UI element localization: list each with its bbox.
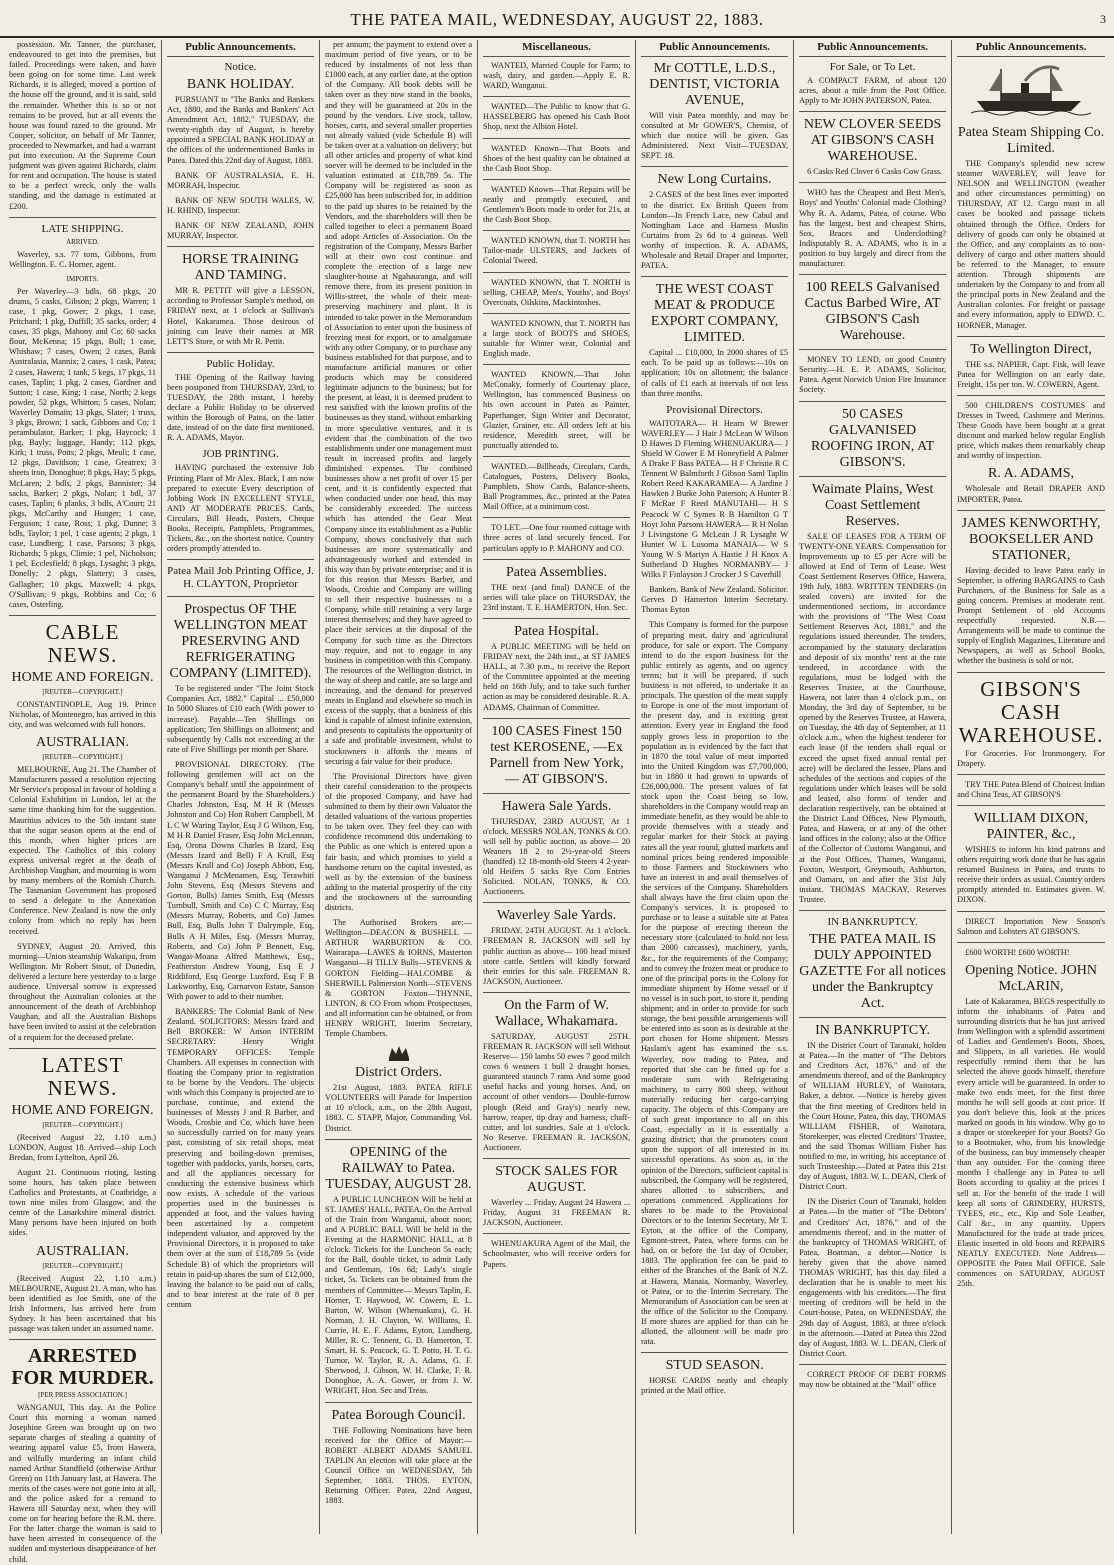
column-header: Public Announcements. [799,40,946,57]
article-text: A PUBLIC MEETING will be held on FRIDAY next, the 24th inst., at ST JAMES HALL, at 7.30 p.m., to receive the Report of the Committee appointed at the meeting held on 16th July, and to take such further action as may be considered desirable. R. A. ADAMS, Chairman of Committee. [483,641,631,712]
column-5 [636,40,794,1534]
page-number: 3 [1100,12,1106,26]
column-rule [799,401,946,402]
column-rule [167,559,314,560]
column-rule [799,476,946,477]
byline: ARRIVED. [66,237,99,246]
article-text: For Groceries. For Ironmongery. For Drapery. [957,748,1105,768]
headline: BANK HOLIDAY. [186,77,295,92]
byline: IMPORTS. [66,274,99,283]
article-text: Capital ... £10,000, In 2000 shares of £5 each. To be paid up as follows:—10s on application; 10s on allotment; the balance of calls of £1 each at intervals of not less than three months. [641,348,789,398]
article-text: A COMPACT FARM, of about 120 acres, about a mile from the Post Office. Apply to Mr JOHN PATERSON, Patea. [799,76,947,106]
column-rule [483,992,630,993]
headline: ARRESTED FOR MURDER. [11,1345,154,1390]
headline: Patea Assemblies. [506,564,608,580]
column-rule [799,910,946,911]
column-header: Public Announcements. [167,40,314,57]
article-text: IN the District Court of Taranaki, holden at Patea.—In the matter of "The Debtors and Creditors Act, 1876," and of the amendments thereof, and of the Bankruptcy of WILLIAM HURLEY, of Waitotara, Baker, a debtor. —Notice is hereby given that the first meeting of Creditors held in the Court House, Patea, this day, THOMAS WILLIAM FISHER, of Waitotara, Storekeeper, was elected Creditors' Trustee, and the said Thomas William Fisher has notified to me, in writing, his acceptance of such Trusteeship.—Dated at Patea this 21st day of August, 1883. W. L. DEAN, Clerk of District Court. [799,1040,947,1192]
article-text: WAITOTARA— H Hearn W Brewer WAVERLEY— J Hair J McLean W Wilson D Hawes D Fleming WHENUAKURA— J Shield W Gower E M Honeyfield A Palmer A Drake F Bass PATEA— H F Christie R C Tennent W Balmforth J Gibson Saml Taplin Robert Reed KAKARAMEA— A Jardine J Hawken J Burke John Paterson; A Hunter R F McRae F Reed MANUTAHI— H S Peacock W C Symes R B Hamilton G T Hoyt John Parsons HAWERA— R H Nolan J Livingstone G McLean J R Lysaght W Hunter W L Lusoma MANAIA— W S Young W S Martyn A Hastie J H Knox A Sutherland D Hughes NORMANBY— J Wilks F Finlayson J Crocker J S Caverhill [641,418,789,580]
column-rule [167,246,314,247]
article-text: TO LET.—One four roomed cottage with three acres of land securely fenced. For particulars apply to P. MAHONY and CO. [483,523,631,553]
masthead [0,0,1114,38]
article-text: 6 Casks Red Clover 6 Casks Cow Grass. [807,167,943,177]
article-text: PROVISIONAL DIRECTORY. (The following gentlemen will act on the Company's behalf until the appointment of the permanent Board by the Shareholders.) Charles Johnston, Esq, M H R (Messrs Johnston and Co) Hon Robert Campbell, M L C W Waring Taylor, Esq J G Wilson, Esq, M H R Daniel Fraser, Esq John McLennan, Esq, Orona Downs Charles B Izard, Esq (Messrs Izard and Bell) F A Krull, Esq (Messrs Krull and Co) Joseph Abbott, Esq, Wanganui J McMenamen, Esq, Terawhiti John Stevens, Esq (Messrs Stevens and Gorton, Bulls) James Smith, Esq (Messrs Turnbull, Smith and Co) C C Murray, Esq (Messrs Murray, Roberts, and Co) James Bull, Esq, Bulls John T Dalrymple, Esq, Bulls A H Miles, Esq. (Messrs Murray, Roberts, and Co) John P Bennett, Esq, Wangai-Moana Alfred Matthews, Esq., Featherston Andrew Young, Esq E J Riddiford, Esq George Luxford, Esq F B Larkworthy, Esq, Carnarvon Estate, Sanson With power to add to their number. [167,759,315,1002]
article-text: FRIDAY, 24TH AUGUST. At 1 o'clock. FREEMAN R. JACKSON will sell by public auction as above— 100 head mixed store cattle. Settlers will kindly forward their entries for this sale. FREEMAN R. JACKSON, Auctioneer. [483,926,631,986]
headline: New Long Curtains. [657,172,772,188]
article-text: SATURDAY, AUGUST 25TH. FREEMAN R. JACKSON will sell Without Reserve— 150 lambs 50 ewes 7 good milch cows 6 weaners 1 bull 2 draught horses, guaranteed staunch 7 rams And some good useful hacks and young horses. And, on account of other vendors— Double-furrow plough (Reid and Gray's) nearly new, harrow, reaper, tip dray and harness, chaff-cutter, and lot sundries. Sale at 1 o'clock. No Reserve. FREEMAN R. JACKSON, Auctioneer. [483,1031,631,1152]
article-text: CONSTANTINOPLE, Aug 19. Prince Nicholas, of Montenegro, has arrived in this city, and was welcomed with full honors. [9,699,157,729]
article-text: CORRECT PROOF OF DEBT FORMS may now be obtained at the "Mail" office [799,1369,947,1389]
column-4 [478,40,636,1534]
article-text: per annum; the payment to extend over a maximum period of five years, or to be reduced by instalments of not less than £1000 each, at any earlier date, at the option of the Company. All book debts will be taken over as they now stand in the books, and they will be guaranteed at 20s in the pound by the vendors. Live stock, tallow, horses, carts, and several smaller properties not already valued (vide Schedule B) will be taken over at a valuation on delivery; but all other articles and property of what kind soever will be deemed to be included in the valuation estimated at £18,789 5s. The Company will be registered as soon as £25,000 has been subscribed for, in addition to the paid up shares to be retained by the Vendors, and the shareholders will then be called together to elect a permanent Board and adopt Articles of Association. On the registration of the Company, Messrs Barber will at their own cost continue and complete the erection of a large new slaughter-house at Ngahauranga, and will remove there, from its present position in Willis-street, the whole of their meat-preserving machinery and plant. It is intended to take power in the Memorandum of Association to enter upon the business of freezing meat for export, or to amalgamate with any other Company, or to purchase any business established for that purpose, and to manufacture artificial manures or other products which may be considered legitimate adjuncts to the business; but for the present, at least, it is deemed prudent to rest satisfied with the known profits of the businesses as they stand, without embarking in more speculative ventures, and it is evident that the combination of the two establishments under one management must result in increased profits and largely diminished expenses. The combined businesses show a net profit of over 15 per cent, and it is confidently expected that when conducted under one head, this may be considerably exceeded. The success which has attended the Gear Meat Company since its establishment as a Public Company, shows conclusively that such businesses are more systematically and advantageously worked and extended in this way than by private enterprise; and it is for this reason that Messrs Barber, and Woods, Crosbie and Company are willing to sell their respective businesses to a Company, while still retaining a very large interest themselves; and they have agreed to place their services at the disposal of the Company for such time as the Directors may require, and not to engage in any business in competition with this Company. The resources of the Wellington district, in the way of sheep and cattle, are so large and increasing, and the demand for preserved meats in England and elsewhere so much in excess of the supply, that a business of this kind is capable of almost infinite extension, and presents to capitalists the opportunity of a safe and profitable investment, whilst to stockowners it affords the means of securing a fair value for their produce. [325,40,473,766]
byline: [REUTER—COPYRIGHT.] [42,1120,123,1129]
column-rule [957,911,1105,912]
column-rule [641,276,788,277]
article-text: THE Company's splendid new screw steamer WAVERLEY, will leave for NELSON and WELLINGTON (weather and other circumstances permitting) on THURSDAY, AT 12. Cargo must in all cases be booked and passage tickets obtained through the Office. Orders for delivery of goods can only be obtained at the Office, and any complaints as to non-delivery of cargo and other matters should be referred to the Manager, to ensure attention. Through shipments are undertaken by the Company to and from all the principal ports in New Zealand and the Australian colonies. For freight or passage and every information, apply to EDWD. C. HORNER, Manager. [957,159,1105,330]
steamship-icon [971,61,1091,121]
article-text: The Provisional Directors have given their careful consideration to the prospects of the proposed Company, and have had submitted to them by their own Valuator the detailed valuations of the various properties to be taken over. They feel they can with confidence recommend this undertaking to the Public as one which is entered upon a fair basis, and which promises to yield a handsome return on the capital invested, as well as by the extension of the business adding to the material prosperity of the city and the stockowners of the surrounding districts. [325,771,473,912]
column-rule [483,313,630,314]
article-text: DIRECT Importation New Season's Salmon and Lobsters AT GIBSON'S. [957,916,1105,936]
headline: On the Farm of W. Wallace, Whakamara. [495,997,618,1029]
headline: Provisional Directors. [666,403,763,416]
headline: HOME AND FOREIGN. [11,669,154,685]
article-text: This Company is formed for the purpose of preparing meat, dairy and agricultural produce, for sale or export. The Company intend to do the export business for the public entirely as agents, and on agency terms; but it will be prepared, if such business is not offered, to undertake it as principals. The question of the meat supply to Europe is one of the most important of the present day, and is exciting great attention. Every year in England the food supply grows less in proportion to the population as is evidenced by the fact that in 1870 the total value of meat imported into the United Kingdom was £7,700,000, but in 1880 it had grown to upwards of £26,000,000. The present values of fat stock upon the Coast being so low, shareholders in the Company would reap an immediate benefit, as they would be able to provide themselves with a steady and regular market for their Stock at paying rates all the year round, glutted markets and nominal prices being rendered impossible to those Farmers and Stockowners who have an interest in and avail themselves of the services of the Company. Shareholders shall always have the first claim upon the Company's services. It is proposed to purchase or to lease a suitable site at Patea for the purpose of erecting thereon the necessary store (calculated to hold not less than 2000 carcasses), machinery, yards, &c., for the requirements of the Company; and to convey the frozen meat or produce to one of the principal ports in the Colony for immediate shipment by Home vessel or if no vessel is in such port, to store it, pending shipment; and in order to provide for such storage, the best possible arrangements will be entered into as soon as is desirable at the port chosen for Home shipment. Messrs Haslam's agent has examined the s.s. Waverley, now trading to Patea, and reported that she can be fitted up for a moderate sum with Refrigerating machinery, to carry 800 sheep, without materially reducing her cargo-carrying capacity. The objects of this Company are of such great importance to all on this Coast, especially as it is essentially a grazing district; that the promoters count upon the support of all interested in its successful operations. As soon as, in the opinion of the Directors, sufficient capital is subscribed, the Company will be registered, shares allotted to subscribers, and operations commenced. Applications for shares to be made to the Provisional Directors or to the Interim Secretary, Mr T. Eyton, at the office of the Company, Egmont-street, Patea, where forms can be had, on or before the 1st day of October, 1883. The application fee can be paid to either of the Branches of the Bank of N.Z. at Hawera, Manaia, Normanby, Waverley, or Patea, or to the Interim Secretary. The Memorandum of Association can be seen at the office of the Solicitor to the Company. If more shares are applied for than can be allotted, the allotment will be made pro rata. [641,620,789,1347]
article-text: HAVING purchased the extensive Job Printing Plant of Mr Alex. Black, I am now prepared to execute Every description of Jobbing Work IN EXCELLENT STYLE, AND AT MODERATE PRICES. Cards, Circulars, Bill Heads, Posters, Cheque Books, Receipts, Pamphlets, Programmes, Tickets, &c., on the shortest notice. Country orders promptly attended to. [167,463,315,554]
column-rule [483,230,630,231]
column-header: Public Announcements. [957,40,1105,57]
column-rule [957,336,1105,337]
article-text: WANTED, Married Couple for Farm; to wash, dairy, and garden.—Apply E. R. WARD, Wanganui. [483,61,631,91]
article-text: BANKERS: The Colonial Bank of New Zealand. SOLICITORS: Messrs Izard and Bell BROKER: W Anson INTERIM SECRETARY: Henry Wright TEMPORARY OFFICES: Temple Chambers. All expenses in connection with floating the Company prior to registration to be borne by the Vendors. The objects with which this Company is projected are to purchase, continue, and extend the businesses of Messrs J and R Barber, and Woods, Crosbie and Co, which have been so successfully carried on for many years past, consisting of six retail shops, meat preserving and boiling-down premises, together with paddocks, yards, horses, carts, and all the appliances necessary for conducting the extensive business which now exists. A schedule of the various properties used in the businesses is appended at foot, and the values having been ascertained by a competent independent valuator, and approved by the Provisional Directors, it is proposed to take them over at the sum of £18,789 5s (vide Schedule B) of which the proprietors will retain in paid-up shares the sum of £12,000, leaving the balance to be paid out of calls, and to bear interest at the rate of 8 per centum [167,1007,315,1309]
column-rule [799,274,946,275]
article-text: BANK OF NEW ZEALAND, JOHN MURRAY, Inspector. [167,221,315,241]
article-text: £600 WORTH! £600 WORTH! [965,947,1070,957]
article-text: MELBOURNE, Aug 21. The Chamber of Manufacturers passed a resolution rejecting Mr Service's proposal in favour of holding a Colonial Exhibition in London, let at the same time thanking him for the suggestion. Mauritius advices to the 5th instant state that the sugar season opens at the end of this month, when higher prices are expected. The Catholics of this colony express universal regret at the death of Archbishop Vaughan, and mourning is worn by many members of the Romish Church. The Tasmanian Government has proposed to send a delegate to the Annexation Conference. New Zealand is now the only colony from which no reply has been received. [9,765,157,936]
headline: For Sale, or To Let. [829,61,916,73]
headline: Patea Hospital. [514,623,599,639]
column-rule [483,138,630,139]
article-text: Wholesale and Retail DRAPER AND IMPORTER, Patea. [957,484,1105,504]
article-text: TRY THE Patea Blend of Choicest Indian and China Teas, AT GIBSON'S [957,779,1105,799]
column-rule [957,774,1105,775]
article-text: THURSDAY, 23RD AUGUST, At 1 o'clock. MESSRS NOLAN, TONKS & CO. will sell by public auction, as above— 20 Weaners 18 2 to 2½-year-old Steers (handfed) 12 18-month-old Steers 4 2-year-old Heifers 5 sacks Rye Corn Entries Solicited. NOLAN, TONKS, & CO. Auctioneers. [483,816,631,897]
article-text: WHENUAKURA Agent of the Mail, the Schoolmaster, who will receive orders for Papers. [483,1239,631,1269]
headline: JAMES KENWORTHY, BOOKSELLER AND STATIONER, [961,515,1101,563]
article-text: A PUBLIC LUNCHEON Will be held at ST. JAMES' HALL, PATEA, On the Arrival of the Train from Wanganui, about noon; and A PUBLIC BALL Will be held in the Evening at the HARMONIC HALL, at 8 o'clock. Tickets for the Luncheon 5s each; for the Ball, double ticket, to admit Lady and Gentleman, 10s 6d; Lady's single ticket, 5s. Tickets can be obtained from the members of Committee— Messrs Taplin, E. Horner, T. Haywood, W. Cowern, E. L. Barton, W. Wilson (Whenuakura), G. H. Norman, J. H. Clayton, W. Williams, E. Currie, H. E. F. Adams, Eyton, Lundberg, Miller, R. C. Tennent, G. D. Hamerton, T. Smart, H. S. Peacock, G. T. Potto, H. T. G. Turnor, W. Taylor, R. A. Adams, G. F. Sherwood, J. Gibson, W. H. Clarke, F. R. Donoghue, A. A. Gower, or from J. W. WRIGHT, Hon. Sec and Treas. [325,1194,473,1396]
headline: STUD SEASON. [665,1358,764,1374]
article-text: possession. Mr. Tanner, the purchaser, endeavoured to get into the premises, but failed. Proceedings were taken, and have been going on for some time. Last week Richards, it is alleged, moved a portion of the house off the ground, and it is said, sold the remainder. Whether this is so or not remains to be proved, but at all events the house was found razed to the ground. Mr Cooper, solicitor, on behalf of Mr Tanner, proceeded to Newmarket, and had a warrant put into execution. At the Supreme Court judgment was given against Richards, claim for rent and occupation. The house is stated to be a perfect wreck, only the walls standing, and the damage is estimated at £200. [9,40,157,211]
column-rule [957,805,1105,806]
column-rule [483,517,630,518]
byline: [REUTER—COPYRIGHT.] [42,753,123,762]
column-rule [483,456,630,457]
column-rule [957,395,1105,396]
article-text: Waverley, s.s. 77 tons, Gibbons, from Wellington. E. C. Horner, agent. [9,249,157,269]
column-rule [799,349,946,350]
article-text: Waverley ... Friday, August 24 Hawera ... Friday, August 31 FREEMAN R. JACKSON, Auctioneer. [483,1198,631,1228]
article-text: August 21. Continuous rioting, lasting some hours, has taken place between Catholics and Protestants, at Coatbridge, a town nine miles from Glasgow, and the centre of the Lanarkshire mineral district. Many persons have been injured on both sides. [9,1167,157,1238]
article-text: To be registered under "The Joint Stock Companies Act, 1882." Capital ... £50,000 In 5000 Shares of £10 each (With power to increase). Payable—Ten Shillings on application; Ten Shillings on allotment; and subsequently by Calls not exceeding at the rate of Five Shillings per month per Share. [167,684,315,754]
article-text: WANTED KNOWN.—That John McConaky, formerly of Courtenay place, Wellington, has commenced Business on his own account in Patea as Painter, Paperhanger, Sign Writer and Decorator, Glazier, Grainer, etc. All orders left at his residence, Meredith street, will be punctually attended to. [483,370,631,450]
headline: Hawera Sale Yards. [501,798,612,814]
article-text: SALE OF LEASES FOR A TERM OF TWENTY-ONE YEARS. Compensation for Improvements up to £5 per Acre will be allowed at End of Term of Lease. West Coast Settlement Reserves Office, Hawera, 19th July, 1883. WRITTEN TENDERS (in sealed covers) are invited for the undermentioned sections, in accordance with the provisions of "The West Coast Settlement Reserves Act, 1881," and the regulations issued thereunder. The tenders, accompanied by the statutory declaration and deposit of six months' rent at the rate tendered, in accordance with the regulations, must be lodged with the Reserves Trustee, at the Courthouse, Hawera, not later than 4 o'clock p.m., on Monday, the 3rd day of September, to be opened by the Reserves Trustee, at Hawera, on Tuesday, the 4th day of September, at 11 o'clock a.m., when the highest tenderer for each lease (if the tenders shall equal or exceed the upset fixed annual rental per acre) will be declared the lessee. Plans and schedules of the sections and copies of the regulations under which leases will be sold and leased, also forms of tender and declaration respectively, can be obtained at the District Land Offices, New Plymouth, Patea, and Hawera, or at any of the other land offices in the colony; also at the Office of the Collector of Customs Wanganui, and at the Post Offices, Thames, Wanganui, Foxton, Westport, Greymouth, Ashburton, and Oamaru, on and after the 31st July instant. THOMAS MACKAY, Reserves Trustee. [799,531,947,904]
column-header: Public Announcements. [641,40,788,57]
royal-crest-icon [386,1044,412,1062]
headline: IN BANKRUPTCY. [827,915,918,928]
column-rule [9,1339,156,1340]
headline: STOCK SALES FOR AUGUST. [495,1164,618,1196]
headline: 100 CASES Finest 150 test KEROSENE, —Ex Parnell from New York,— AT GIBSON'S. [489,723,624,787]
headline: WILLIAM DIXON, PAINTER, &c., [973,810,1089,842]
article-text: WANTED Known—That Boots and Shoes of the best quality can be obtained at the Cash Boot Shop. [483,143,631,173]
column-3 [320,40,478,1534]
column-rule [799,182,946,183]
column-rule [325,1402,472,1403]
article-text: BANK OF AUSTRALASIA, E. H. MORRAH, Inspector. [167,170,315,190]
headline: Opening Notice. JOHN McLARIN, [965,962,1097,994]
article-text: MONEY TO LEND, on good Country Security.—H. E. P. ADAMS, Solicitor, Patea. Agent Norwich Union Fire Insurance Society. [799,355,947,395]
column-rule [483,902,630,903]
article-text: THE next (and final) DANCE of the series will take place on THURSDAY, the 23rd instant. T. E. HAMERTON, Hon. Sec. [483,582,631,612]
headline: HORSE TRAINING AND TAMING. [182,252,299,284]
article-text: 2 CASES of the best lines ever imported to the district. Ex British Queen from London—In French Lace, new Cabul and Nottingham Lace and Harness Muslin Curtains from 2s 6d to 4 guineas. Well worthy of inspection. R. A. ADAMS, Wholesale and Retail Draper and Importer, PATEA. [641,190,789,271]
headline: THE WEST COAST MEAT & PRODUCE EXPORT COMPANY, LIMITED. [650,282,779,346]
article-text: WANTED KNOWN, that T. NORTH is selling, CHEAP, Men's, Youths', and Boys' Overcoats, Oilskins, Mackintoshes. [483,277,631,307]
headline: LATE SHIPPING. [41,222,124,235]
article-text: The Authorised Brokers are:— Wellington—DEACON & BUSHELL — ARTHUR WARBURTON & CO. Wairarapa—LAWES & IORNS, Masterton Wanganui—H TILLY Bulls—STEVENS & GORTON Fielding—HALCOMBE & SHERWILL Palmerston North—STEVENS & GORTON Foxton—THYNNE, LINTON, & CO From whom Prospectuses, and all information can be obtained, or from HENRY WRIGHT, Interim Secretary, Temple Chambers. [325,918,473,1039]
article-text: 500 CHILDREN'S COSTUMES and Dresses in Tweed, Cashmere and Merinos. These Goods have been bought at a great discount and marked below regular English price, which makes them remarkably cheap and worthy of inspection. [957,400,1105,461]
article-text: Will visit Patea monthly, and may be consulted at Mr GOWER'S, Chemist, of which due notice will be given. Gas Administered. Next Visit—TUESDAY, SEPT. 18. [641,111,789,161]
column-rule [325,1139,472,1140]
column-rule [483,559,630,560]
headline: LATEST NEWS. [41,1052,124,1100]
headline: Waimate Plains, West Coast Settlement Reserves. [811,481,934,529]
article-text: (Received August 22, 1.10 a.m.) LONDON, August 18. Arrived—ship Loch Bredan, from Lyttelton, April 26. [9,1132,157,1162]
headline: Waverley Sale Yards. [496,908,617,924]
newspaper-title: THE PATEA MAIL, WEDNESDAY, AUGUST 22, 1883. [350,10,764,29]
column-rule [957,672,1105,673]
column-rule [957,942,1105,943]
column-rule [483,1158,630,1159]
headline: AUSTRALIAN. [36,735,129,751]
article-text: SYDNEY, August 20. Arrived, this morning—Union steamship Wakatipu, from Wellington. Mr Robert Stout, of Dunedin, delivered a lecture here yesterday to a large audience. Universal sorrow is expressed throughout the Australian colonies at the announcement of the death of Archbishop Vaughan, and all the Australian Bishops have been invited to assist at the celebration of a requiem for the deceased prelate. [9,941,157,1042]
article-text: Bankers. Bank of New Zealand. Solicitor. Gerves D Hamerton Interim Secretary. Thomas Eyton [641,585,789,615]
headline: OPENING of the RAILWAY to Patea. TUESDAY, AUGUST 28. [325,1144,472,1192]
headline: GIBSON'S CASH WAREHOUSE. [958,676,1104,747]
article-text: (Received August 22, 1.10 a.m.) MELBOURNE, August 21. A man, who has been identified as Joe Smith, one of the Irish Informers, has arrived here from Sydney. It has been ascertained that his passage was taken under an assumed name. [9,1273,157,1333]
headline: District Orders. [354,1065,443,1081]
column-rule [483,364,630,365]
headline: Notice. [224,61,257,73]
headline: R. A. ADAMS, [988,466,1075,482]
article-text: WHO has the Cheapest and Best Men's, Boys' and Youths' Colonial made Clothing? Why R. A. Adams, Patea, of course. Who has the largest, best and cheapest Shirts, Sox, Braces and Underclothing? Indisputably R. A. ADAMS, who is in a position to buy largely and direct from the manufacturer. [799,188,947,269]
headline: Mr COTTLE, L.D.S., DENTIST, VICTORIA AVENUE, [649,61,780,108]
column-rule [799,1364,946,1365]
headline: 100 REELS Galvanised Cactus Barbed Wire, AT GIBSON'S Cash Warehouse. [804,280,941,344]
column-6 [794,40,952,1534]
headline: Prospectus OF THE WELLINGTON MEAT PRESERVING AND REFRIGERATING COMPANY (LIMITED). [169,602,312,682]
headline: Patea Steam Shipping Co. Limited. [957,125,1105,156]
headline: To Wellington Direct, [970,341,1092,357]
article-text: THE Following Nominations have been received for the Office of Mayor:— ROBERT ALBERT ADAMS SAMUEL TAPLIN An election will take place at the Council Office on WEDNESDAY, 5th September, 1883. THOS. EYTON, Returning Officer. Patea, 22nd August, 1883. [325,1425,473,1506]
column-rule [641,1352,788,1353]
article-text: WANTED.—Billheads, Circulars, Cards, Catalogues, Posters, Delivery Books, Pamphlets, Show Cards, Balance-sheets, Ball Programmes, &c., printed at the Patea Mail Office, at a minimum cost. [483,461,631,512]
article-text: WANGANUI, This day. At the Police Court this morning a woman named Josephine Green was brought up on two separate charges of stealing a quantity of wearing apparel value £5, from Hawera, and wilfully murdering an infant child named Arthur Standfield (otherwise Arthur Green) on 11th January last, at Hawera. The merits of the cases were not gone into at all, and the police asked for a remand to Hawera till Saturday next, when they will come on for hearing before the R.M. there. For the latter charge the woman is said to have been arrested in consequence of the sudden and mysterious disappearance of her child. [9,1403,157,1564]
headline: HOME AND FOREIGN. [11,1102,154,1118]
column-rule [483,793,630,794]
article-text: WANTED—The Public to know that G. HASSELBERG has opened his Cash Boot Shop, next the Albion Hotel. [483,102,631,132]
article-text: MR R. PETTIT will give a LESSON, according to Professor Sample's method, on FRIDAY next, at 1 o'clock at Sullivan's Hotel, Kakaramea. Those desirous of joining can leave their names at MR LETT'S Store, or with Mr R. Pettit. [167,286,315,346]
article-text: WANTED KNOWN, that T. NORTH has a large stock of BOOTS and SHOES, suitable for Winter wear, Colonial and English made. [483,318,631,359]
column-rule [9,615,156,616]
column-rule [9,217,156,218]
headline: Public Holiday. [206,357,275,370]
byline: [PER PRESS ASSOCIATION.] [38,1391,127,1400]
byline: [REUTER—COPYRIGHT.] [42,687,123,696]
column-rule [483,618,630,619]
article-text: HORSE CARDS neatly and cheaply printed at the Mail office. [641,1376,789,1396]
article-text: BANK OF NEW SOUTH WALES, W. H. RHIND, Inspector. [167,195,315,215]
column-7 [952,40,1110,1534]
headline: CABLE NEWS. [45,619,120,667]
headline: Patea Mail Job Printing Office, J. H. CLAYTON, Proprietor [167,565,314,591]
article-text: WANTED KNOWN, that T. NORTH has Tailor-made ULSTERS, and Jackets of Colonial Tweed. [483,236,631,266]
article-text: WANTED Known—That Repairs will be neatly and promptly executed, and Gentlemen's Boots made to order for 21s, at the Cash Boot Shop. [483,184,631,225]
column-rule [483,96,630,97]
byline: [REUTER—COPYRIGHT.] [42,1261,123,1270]
column-rule [799,1017,946,1018]
column-rule [483,179,630,180]
article-text: THE Opening of the Railway having been postponed from THURSDAY, 23rd, to TUESDAY, the 28th instant, I hereby declare a Public Holiday to be observed within the Borough of Patea, on the latter date, instead of on the date first mentioned. R. A. ADAMS, Mayor. [167,372,315,443]
headline: JOB PRINTING. [202,448,279,461]
headline: NEW CLOVER SEEDS AT GIBSON'S CASH WAREHOUSE. [803,117,942,165]
column-rule [641,166,788,167]
article-text: WISHES to inform his kind patrons and others requiring work done that he has again resumed Business in Patea, and trusts to receive their orders as usual. Country orders promptly attended to. Estimates given. W. DIXON. [957,844,1105,905]
column-rule [9,1048,156,1049]
article-text: 21st August, 1883. PATEA RIFLE VOLUNTEERS will Parade for Inspection at 10 o'clock, a.m., on the 28th August, 1883. C. STAPP, Major, Commanding Vol. District. [325,1083,473,1133]
article-text: THE s.s. NAPIER, Capt. Fisk, will leave Patea for Wellington on an early date. Freight, 15s per ton. W. COWERN, Agent. [957,359,1105,389]
column-1 [4,40,162,1564]
headline: IN BANKRUPTCY. [815,1022,931,1038]
headline: AUSTRALIAN. [36,1243,129,1259]
column-rule [483,272,630,273]
headline: THE PATEA MAIL IS DULY APPOINTED GAZETTE For all notices under the Bankruptcy Act. [799,931,946,1011]
column-rule [483,1233,630,1234]
article-text: Having decided to leave Patea early in September, is offering BARGAINS to Cash Purchasers, of the Business for Sale as a going concern. Premises at moderate rent. Prompt Settlement of old Accounts respectfully requested. N.B.—Arrangements will be made to continue the supply of English Magazines, Literature and Newspapers, as well as School Books, whether the business is sold or not. [957,565,1105,666]
article-text: PURSUANT to "The Banks and Bankers Act, 1880, and the Banks and Bankers' Act Amendment Act, 1882," TUESDAY, the twenty-eighth day of August, is hereby appointed a SPECIAL BANK HOLIDAY at the offices of the undermentioned Banks in Patea. Dated this 22nd day of August, 1883. [167,95,315,165]
headline: 50 CASES GALVANISED ROOFING IRON, AT GIBSON'S. [810,406,935,470]
column-rule [799,111,946,112]
column-header: Miscellaneous. [483,40,630,57]
column-rule [483,718,630,719]
article-text: Per Waverley—3 bdls, 68 pkgs, 20 drums, 5 casks, Gibson; 2 pkgs, Warren; 1 case, 1 pkg, Gower; 2 pkgs, 1 case, Pritchard; 1 pkg, Duffill; 35 sacks, order; 4 cases, 35 pkgs, Mahony and Co; 60 sacks flour, McKenna; 15 pkgs, Bull; 1 case, Whishaw; 7 cases, Owen; 2 cases, Bank Australasia, Mannix; 2 cases, 1 cask, Patea; 2 cases, Hawera; 1 tank, 5 kegs, 17 pkgs, 11 cases, Taplin; 1 pkg, 2 cases, Gardner and Sutton; 1 case, King; 1 case, North; 2 kegs powder, 52 pkgs, Whitton; 5 cases, Nolan; Waverley Domain; 13 pkgs, Slater; 1 truss, 3 pkgs, Brown; 1 sack, Gibbons and Co; 1 perambulator, Barker; 1 pkg, Haycock; 1 pkg, Bayly; luggage, Handy; 112 pkgs, Kirk; 1 truss, Potts; 2 pkgs, Meuli; 1 case, 12 pkgs, Davidson; 1 case, Greatrex; 3 sheets iron, Donoghue; 8 pkgs, Hay; 5 pkgs, McLaren; 2 bdls, 2 pkgs, Bannister; 34 sacks, Barker; 2 pkgs, Nolan; 1 bdl, 37 cases, Taplin; 6 planks, 3 bdls, A'Court; 21 pkgs, McCarthy and Hunger; 1 case, Ferguson; 1 case, Ross; 1 pkg, Dunne; 3 bdls, Taylor; 1 pel, 1 case agents; 2 pkgs, 1 case, Lundberg; 1 case, Parsons; 3 pkgs, Richards; 5 pkgs, Climie; 1 pel, Nicholson; 1 pel, Ecclesfield; 8 pkgs, Lysaght; 3 pkgs, Donelly; 2 pkgs, Slattery; 3 cases, Gallagher; 10 pkgs, Maxwell; 4 pkgs, O'Sullivan; 9 pkgs, Robbins and Co; 6 cases, Osterling. [9,286,157,609]
column-rule [167,352,314,353]
column-rule [957,510,1105,511]
headline: Patea Borough Council. [331,1407,466,1423]
article-text: IN the District Court of Taranaki, holden at Patea.—In the matter of "The Debtors' and Creditors' Act, 1876," and of the amendments thereof, and in the matter of the bankruptcy of THOMAS WRIGHT, of Patea, Boatman, a debtor.—Notice is hereby given that the above named THOMAS WRIGHT, has this day filed a declaration that he is unable to meet his engagements with his creditors.—The first meeting of creditors will be held in the Court-house, Patea, on WEDNESDAY, the 29th day of August, 1883, at three o'clock in the afternoon.—Dated at Patea this 22nd day of August, 1883. W. L. DEAN, Clerk of District Court. [799,1197,947,1358]
column-rule [167,596,314,597]
article-text: Late of Kakaramea, BEGS respectfully to inform the inhabitants of Patea and surrounding districts that he has just arrived from Wellington with a splendid assortment of Ladies and Gentlemen's Boots, Shoes, and Slippers, in all varieties. He would respectfully remind them that he has selected the above goods himself, therefore every article will be guaranteed. In order to make two ends meet, for the first three months he will sell goods at cost price. If you don't believe this, look at the prices marked on goods in his window. Why go to a draper or storekeeper for your Boots? Go to a Bootmaker, who, from his knowledge of the business, can buy immensely cheaper than any outsider. For the coming three months I challenge any in Patea to sell Boots according to quality at the prices I sell at. For the benefit of the trade I will keep all sorts of GRINDERY, HURSTS, TYEES, etc., etc., Kip and Sole Leather, Calf &c., in any quantity. Uppers Manufactured for the trade at trade prices. Elastic inserted in old boots and REPAIRS NEATLY EXECUTED. Note Address— OPPOSITE the Patea Mail OFFICE. Sale commences on SATURDAY, AUGUST 25th. [957,996,1105,1289]
column-2 [162,40,320,1534]
newspaper-page [4,40,1110,1564]
